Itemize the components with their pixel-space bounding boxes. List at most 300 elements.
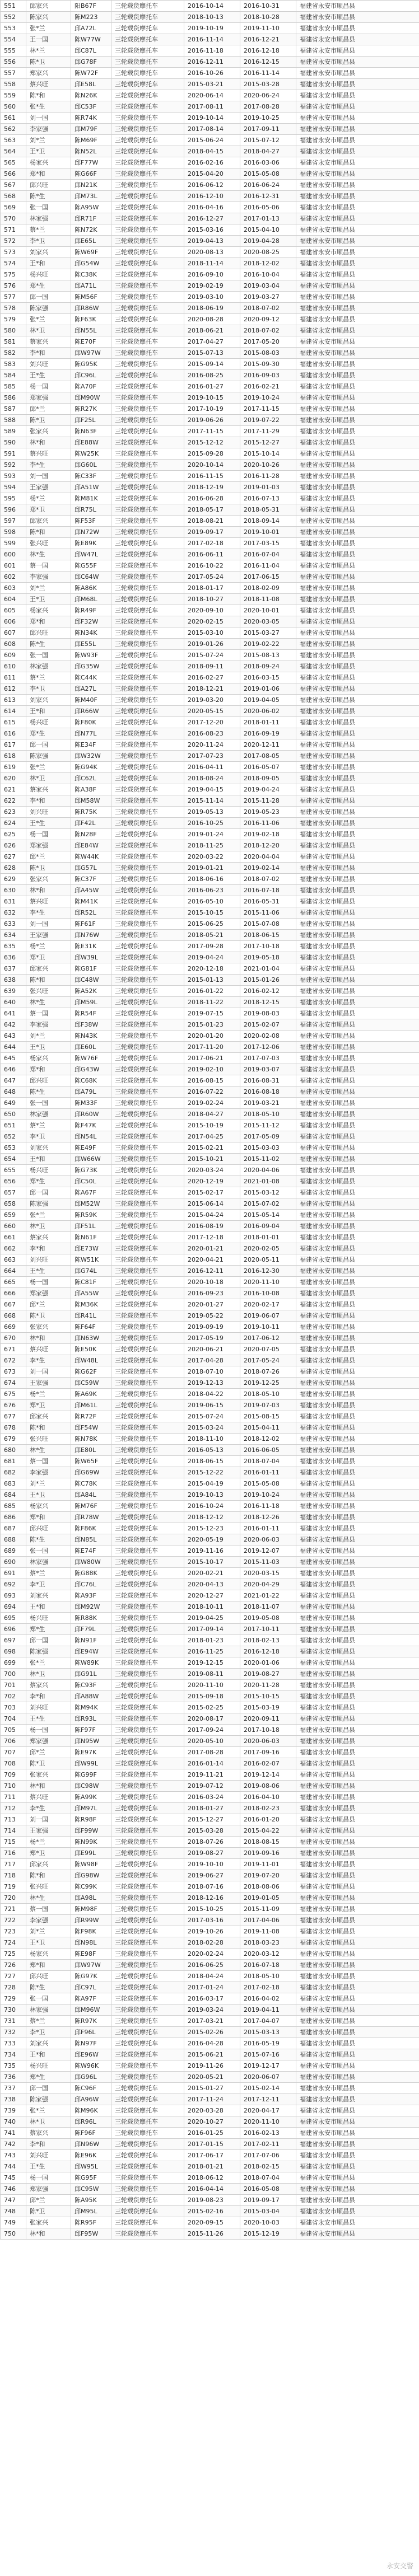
expiry-date: 2017-12-11 [240,2094,296,2105]
plate-number: 陈N52L [71,146,111,157]
table-row [1,1893,419,1904]
expiry-date: 2018-05-10 [240,1109,296,1120]
row-number: 715 [1,1837,26,1848]
table-row [1,1064,419,1075]
expiry-date: 2019-07-03 [240,1400,296,1411]
registration-area: 福建省永安市顺昌县 [296,1411,419,1422]
issue-date: 2015-02-25 [184,1702,240,1713]
plate-number: 陈E89K [71,538,111,549]
vehicle-type: 三轮载货摩托车 [111,672,184,683]
table-row [1,2060,419,2072]
vehicle-type: 三轮载货摩托车 [111,2217,184,2228]
owner-name: 陈*和 [26,975,71,986]
plate-number: 邱F42L [71,818,111,829]
registration-area: 福建省永安市顺昌县 [296,1568,419,1579]
owner-name: 刘兴旺 [26,807,71,818]
row-number: 666 [1,1288,26,1299]
table-row [1,2016,419,2027]
issue-date: 2020-10-18 [184,1277,240,1288]
owner-name: 邱*兰 [26,851,71,863]
vehicle-type: 三轮载货摩托车 [111,2228,184,2240]
row-number: 655 [1,1165,26,1176]
owner-name: 林家强 [26,1557,71,1568]
table-row [1,1725,419,1736]
table-row [1,1086,419,1098]
issue-date: 2015-09-28 [184,448,240,460]
row-number: 596 [1,504,26,516]
vehicle-type: 三轮载货摩托车 [111,2139,184,2150]
row-number: 730 [1,2004,26,2016]
owner-name: 蔡兴旺 [26,1792,71,1803]
registration-area: 福建省永安市顺昌县 [296,605,419,616]
issue-date: 2016-11-14 [184,34,240,45]
expiry-date: 2015-05-14 [240,1210,296,1221]
expiry-date: 2016-06-05 [240,1445,296,1456]
row-number: 588 [1,415,26,426]
vehicle-type: 三轮载货摩托车 [111,1814,184,1825]
row-number: 574 [1,258,26,269]
owner-name: 王*和 [26,1154,71,1165]
registration-area: 福建省永安市顺昌县 [296,1198,419,1210]
owner-name: 邱家兴 [26,1859,71,1870]
issue-date: 2020-12-27 [184,1590,240,1601]
vehicle-type: 三轮载货摩托车 [111,224,184,236]
registration-area: 福建省永安市顺昌县 [296,683,419,695]
owner-name: 蔡*兰 [26,2016,71,2027]
issue-date: 2016-08-25 [184,370,240,381]
expiry-date: 2018-02-13 [240,1635,296,1646]
plate-number: 陈G95K [71,359,111,370]
expiry-date: 2019-08-27 [240,1669,296,1680]
row-number: 627 [1,851,26,863]
plate-number: 邱E65L [71,236,111,247]
table-row [1,1523,419,1534]
table-row [1,504,419,516]
issue-date: 2017-05-24 [184,572,240,583]
plate-number: 陈C38K [71,269,111,280]
expiry-date: 2019-10-01 [240,527,296,538]
vehicle-type: 三轮载货摩托车 [111,930,184,941]
owner-name: 陈家强 [26,1646,71,1657]
table-row [1,583,419,594]
plate-number: 邱W95L [71,2161,111,2172]
row-number: 557 [1,68,26,79]
plate-number: 陈W77W [71,34,111,45]
issue-date: 2017-02-18 [184,538,240,549]
expiry-date: 2020-02-17 [240,1299,296,1310]
vehicle-type: 三轮载货摩托车 [111,1747,184,1758]
vehicle-type: 三轮载货摩托车 [111,57,184,68]
table-row [1,695,419,706]
registration-area: 福建省永安市顺昌县 [296,1389,419,1400]
issue-date: 2015-02-17 [184,1187,240,1198]
plate-number: 陈M76F [71,1501,111,1512]
plate-number: 陈A93F [71,1590,111,1601]
row-number: 745 [1,2172,26,2184]
expiry-date: 2019-07-22 [240,415,296,426]
plate-number: 邱N85L [71,1534,111,1545]
expiry-date: 2018-05-10 [240,1971,296,1982]
row-number: 652 [1,1131,26,1142]
issue-date: 2015-02-21 [184,1142,240,1154]
issue-date: 2015-04-19 [184,1478,240,1490]
expiry-date: 2016-07-18 [240,885,296,896]
table-row [1,672,419,683]
table-row [1,1837,419,1848]
row-number: 694 [1,1601,26,1613]
owner-name: 郑家强 [26,840,71,851]
owner-name: 杨一国 [26,1277,71,1288]
table-row [1,2139,419,2150]
owner-name: 蔡*兰 [26,1120,71,1131]
table-row [1,191,419,202]
row-number: 628 [1,863,26,874]
plate-number: 陈E98F [71,1949,111,1960]
table-row [1,101,419,113]
plate-number: 陈N97F [71,2038,111,2049]
issue-date: 2018-04-27 [184,1109,240,1120]
row-number: 636 [1,952,26,963]
registration-area: 福建省永安市顺昌县 [296,493,419,504]
expiry-date: 2019-08-06 [240,1781,296,1792]
vehicle-type: 三轮载货摩托车 [111,1221,184,1232]
expiry-date: 2015-11-28 [240,795,296,807]
issue-date: 2019-09-17 [184,527,240,538]
expiry-date: 2020-04-17 [240,2105,296,2116]
vehicle-type: 三轮载货摩托车 [111,336,184,348]
vehicle-type: 三轮载货摩托车 [111,538,184,549]
expiry-date: 2018-07-02 [240,325,296,336]
owner-name: 刘一国 [26,1366,71,1378]
row-number: 646 [1,1064,26,1075]
owner-name: 邱兴旺 [26,180,71,191]
registration-area: 福建省永安市顺昌县 [296,1893,419,1904]
table-row [1,751,419,762]
issue-date: 2016-04-28 [184,2038,240,2049]
plate-number: 邱E88W [71,437,111,448]
table-row [1,113,419,124]
row-number: 687 [1,1523,26,1534]
table-row [1,1400,419,1411]
owner-name: 刘一国 [26,113,71,124]
vehicle-type: 三轮载货摩托车 [111,583,184,594]
row-number: 581 [1,336,26,348]
table-row [1,795,419,807]
registration-area: 福建省永安市顺昌县 [296,717,419,728]
issue-date: 2017-09-28 [184,941,240,952]
registration-area: 福建省永安市顺昌县 [296,2027,419,2038]
issue-date: 2018-07-16 [184,1881,240,1893]
vehicle-type: 三轮载货摩托车 [111,1512,184,1523]
table-row [1,1422,419,1434]
owner-name: 林*和 [26,885,71,896]
vehicle-type: 三轮载货摩托车 [111,616,184,627]
registration-area: 福建省永安市顺昌县 [296,1422,419,1434]
row-number: 615 [1,717,26,728]
issue-date: 2018-01-21 [184,2161,240,2172]
owner-name: 杨兴旺 [26,717,71,728]
vehicle-type: 三轮载货摩托车 [111,527,184,538]
expiry-date: 2017-02-18 [240,1982,296,1993]
owner-name: 郑家强 [26,1288,71,1299]
expiry-date: 2020-06-03 [240,1736,296,1747]
vehicle-type: 三轮载货摩托车 [111,728,184,739]
row-number: 719 [1,1881,26,1893]
issue-date: 2016-02-16 [184,157,240,168]
row-number: 589 [1,426,26,437]
table-row [1,482,419,493]
expiry-date: 2016-12-18 [240,1646,296,1657]
expiry-date: 2018-07-26 [240,1366,296,1378]
issue-date: 2019-07-12 [184,1781,240,1792]
watermark: 永安交警 [386,2562,413,2570]
table-row [1,202,419,213]
table-row [1,2206,419,2217]
registration-area: 福建省永安市顺昌县 [296,2172,419,2184]
table-row [1,1904,419,1915]
issue-date: 2018-01-23 [184,1635,240,1646]
registration-area: 福建省永安市顺昌县 [296,1635,419,1646]
registration-area: 福建省永安市顺昌县 [296,1400,419,1411]
plate-number: 邱E80L [71,1445,111,1456]
plate-number: 邱C48W [71,975,111,986]
issue-date: 2015-10-19 [184,1120,240,1131]
table-row [1,2049,419,2060]
row-number: 586 [1,392,26,404]
table-row [1,572,419,583]
issue-date: 2015-01-27 [184,2083,240,2094]
registration-area: 福建省永安市顺昌县 [296,1086,419,1098]
issue-date: 2017-06-21 [184,1053,240,1064]
registration-area: 福建省永安市顺昌县 [296,2228,419,2240]
vehicle-type: 三轮载货摩托车 [111,1478,184,1490]
table-row [1,2217,419,2228]
table-row [1,471,419,482]
plate-number: 邱F54W [71,1422,111,1434]
owner-name: 李家强 [26,1467,71,1478]
issue-date: 2017-08-14 [184,124,240,135]
vehicle-type: 三轮载货摩托车 [111,1142,184,1154]
issue-date: 2020-12-18 [184,963,240,975]
owner-name: 张*兰 [26,2105,71,2116]
expiry-date: 2019-05-23 [240,807,296,818]
plate-number: 邱M59L [71,997,111,1008]
expiry-date: 2016-07-13 [240,493,296,504]
issue-date: 2017-03-21 [184,2016,240,2027]
plate-number: 陈A95K [71,2195,111,2206]
row-number: 679 [1,1434,26,1445]
table-row [1,516,419,527]
row-number: 669 [1,1322,26,1333]
plate-number: 邱C97L [71,1982,111,1993]
registration-area: 福建省永安市顺昌县 [296,2128,419,2139]
vehicle-type: 三轮载货摩托车 [111,1702,184,1713]
plate-number: 邱M92W [71,1601,111,1613]
table-row [1,1366,419,1378]
owner-name: 李家强 [26,1915,71,1926]
owner-name: 王家强 [26,482,71,493]
registration-area: 福建省永安市顺昌县 [296,1624,419,1635]
issue-date: 2019-01-21 [184,863,240,874]
owner-name: 邱兴旺 [26,1523,71,1534]
vehicle-type: 三轮载货摩托车 [111,460,184,471]
row-number: 677 [1,1411,26,1422]
row-number: 551 [1,1,26,12]
registration-area: 福建省永安市顺昌县 [296,1109,419,1120]
table-row [1,2105,419,2116]
table-row [1,1613,419,1624]
registration-area: 福建省永安市顺昌县 [296,896,419,907]
row-number: 720 [1,1893,26,1904]
owner-name: 杨一国 [26,829,71,840]
row-number: 672 [1,1355,26,1366]
expiry-date: 2015-08-15 [240,1411,296,1422]
vehicle-type: 三轮载货摩托车 [111,2038,184,2049]
plate-number: 陈R95F [71,2217,111,2228]
row-number: 645 [1,1053,26,1064]
owner-name: 郑家强 [26,1736,71,1747]
row-number: 572 [1,236,26,247]
expiry-date: 2016-02-07 [240,1758,296,1769]
row-number: 642 [1,1019,26,1031]
registration-area: 福建省永安市顺昌县 [296,1747,419,1758]
plate-number: 邱N77L [71,728,111,739]
owner-name: 陈*卫 [26,2206,71,2217]
registration-area: 福建省永安市顺昌县 [296,1713,419,1725]
owner-name: 邱家兴 [26,963,71,975]
owner-name: 张家兴 [26,426,71,437]
vehicle-type: 三轮载货摩托车 [111,1837,184,1848]
vehicle-type: 三轮载货摩托车 [111,146,184,157]
table-row [1,34,419,45]
vehicle-type: 三轮载货摩托车 [111,1277,184,1288]
owner-name: 郑*和 [26,1960,71,1971]
row-number: 732 [1,2027,26,2038]
registration-area: 福建省永安市顺昌县 [296,1881,419,1893]
vehicle-type: 三轮载货摩托车 [111,549,184,560]
registration-area: 福建省永安市顺昌县 [296,2184,419,2195]
expiry-date: 2020-05-11 [240,1254,296,1266]
table-row [1,2038,419,2049]
table-row [1,829,419,840]
vehicle-type: 三轮载货摩托车 [111,79,184,90]
table-row [1,773,419,784]
row-number: 599 [1,538,26,549]
registration-area: 福建省永安市顺昌县 [296,1870,419,1881]
owner-name: 王*生 [26,1266,71,1277]
vehicle-type: 三轮载货摩托车 [111,896,184,907]
expiry-date: 2020-09-11 [240,1713,296,1725]
issue-date: 2020-05-21 [184,2072,240,2083]
row-number: 721 [1,1904,26,1915]
owner-name: 蔡兴旺 [26,1344,71,1355]
plate-number: 邱N98L [71,1937,111,1949]
expiry-date: 2020-10-03 [240,2217,296,2228]
vehicle-type: 三轮载货摩托车 [111,68,184,79]
issue-date: 2018-12-12 [184,1512,240,1523]
plate-number: 邱R71F [71,213,111,224]
plate-number: 阳B67F [71,1,111,12]
plate-number: 邱E96W [71,2049,111,2060]
row-number: 659 [1,1210,26,1221]
row-number: 610 [1,661,26,672]
owner-name: 郑*生 [26,1624,71,1635]
row-number: 624 [1,818,26,829]
row-number: 680 [1,1445,26,1456]
registration-area: 福建省永安市顺昌县 [296,1266,419,1277]
expiry-date: 2018-11-08 [240,594,296,605]
row-number: 675 [1,1389,26,1400]
vehicle-type: 三轮载货摩托车 [111,1165,184,1176]
issue-date: 2019-10-15 [184,392,240,404]
plate-number: 陈N26K [71,90,111,101]
row-number: 676 [1,1400,26,1411]
plate-number: 陈C81F [71,1277,111,1288]
plate-number: 邱N76W [71,930,111,941]
vehicle-type: 三轮载货摩托车 [111,2016,184,2027]
plate-number: 陈R49F [71,605,111,616]
vehicle-type: 三轮载货摩托车 [111,1949,184,1960]
vehicle-type: 三轮载货摩托车 [111,1590,184,1601]
vehicle-type: 三轮载货摩托车 [111,2049,184,2060]
registration-area: 福建省永安市顺昌县 [296,583,419,594]
owner-name: 王*卫 [26,1042,71,1053]
expiry-date: 2015-03-27 [240,627,296,639]
issue-date: 2015-12-12 [184,437,240,448]
vehicle-type: 三轮载货摩托车 [111,1053,184,1064]
plate-number: 邱M61L [71,1400,111,1411]
row-number: 576 [1,280,26,292]
expiry-date: 2019-12-17 [240,2060,296,2072]
expiry-date: 2015-03-12 [240,1187,296,1198]
issue-date: 2016-12-27 [184,213,240,224]
issue-date: 2020-05-10 [184,1736,240,1747]
issue-date: 2015-07-13 [184,348,240,359]
row-number: 597 [1,516,26,527]
owner-name: 杨*兰 [26,941,71,952]
vehicle-type: 三轮载货摩托车 [111,1825,184,1837]
expiry-date: 2017-12-06 [240,1042,296,1053]
row-number: 623 [1,807,26,818]
owner-name: 刘兴旺 [26,1254,71,1266]
plate-number: 邱W80W [71,1557,111,1568]
vehicle-type: 三轮载货摩托车 [111,1579,184,1590]
expiry-date: 2016-02-21 [240,381,296,392]
row-number: 582 [1,348,26,359]
table-row [1,650,419,661]
registration-area: 福建省永安市顺昌县 [296,695,419,706]
table-row [1,784,419,795]
table-row [1,236,419,247]
table-row [1,1825,419,1837]
row-number: 722 [1,1915,26,1926]
issue-date: 2020-02-21 [184,1568,240,1579]
registration-area: 福建省永安市顺昌县 [296,1176,419,1187]
vehicle-type: 三轮载货摩托车 [111,795,184,807]
registration-area: 福建省永安市顺昌县 [296,12,419,23]
issue-date: 2015-11-14 [184,795,240,807]
registration-area: 福建省永安市顺昌县 [296,1949,419,1960]
plate-number: 陈W98F [71,1859,111,1870]
plate-number: 陈N99K [71,1837,111,1848]
registration-area: 福建省永安市顺昌县 [296,762,419,773]
row-number: 647 [1,1075,26,1086]
issue-date: 2018-04-24 [184,1971,240,1982]
vehicle-type: 三轮载货摩托车 [111,2105,184,2116]
registration-area: 福建省永安市顺昌县 [296,79,419,90]
owner-name: 张*兰 [26,23,71,34]
row-number: 750 [1,2228,26,2240]
